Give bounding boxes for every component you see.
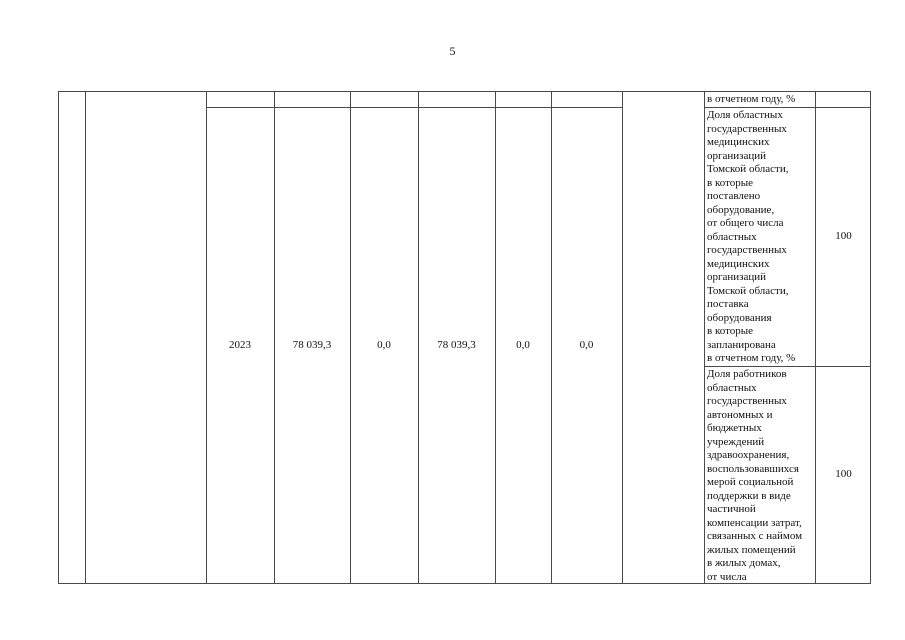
col-divider xyxy=(704,91,705,584)
col-divider xyxy=(551,91,552,584)
year-cell: 2023 xyxy=(229,339,251,351)
col-divider xyxy=(815,91,816,584)
col-divider xyxy=(58,91,59,584)
indicator-tail-text: в отчетном году, % xyxy=(707,93,796,105)
page-number: 5 xyxy=(449,44,456,58)
table-top-border xyxy=(58,91,871,92)
col-divider xyxy=(85,91,86,584)
indicator-text: Доля работников областных государственных автономных и бюджетных учреждений здравоохранения, воспользовавшихся мерой социальной поддержки в виде частичной компенсации затрат, связанных с наймом жилых помещений в жилых домах, от числа xyxy=(707,368,803,583)
col-divider xyxy=(495,91,496,584)
row-divider xyxy=(704,366,871,367)
indicator-value: 100 xyxy=(835,468,852,480)
regional-cell: 78 039,3 xyxy=(437,339,476,351)
col-divider xyxy=(206,91,207,584)
col-divider xyxy=(418,91,419,584)
col-divider xyxy=(274,91,275,584)
row-divider xyxy=(206,107,622,108)
indicator-text: Доля областных государственных медицинских организаций Томской области, в которые поставлено оборудование, от общего числа областных государственных медицинских организаций Томской области, поставка оборудования в которые запланирована в отчетном году, % xyxy=(707,109,796,364)
total-cell: 78 039,3 xyxy=(292,339,332,351)
col-divider xyxy=(350,91,351,584)
indicator-value: 100 xyxy=(835,230,852,242)
federal-cell: 0,0 xyxy=(377,339,391,351)
table-right-border xyxy=(870,91,871,584)
other-cell: 0,0 xyxy=(579,339,594,351)
local-cell: 0,0 xyxy=(516,339,530,351)
row-divider xyxy=(704,107,871,108)
col-divider xyxy=(622,91,623,584)
